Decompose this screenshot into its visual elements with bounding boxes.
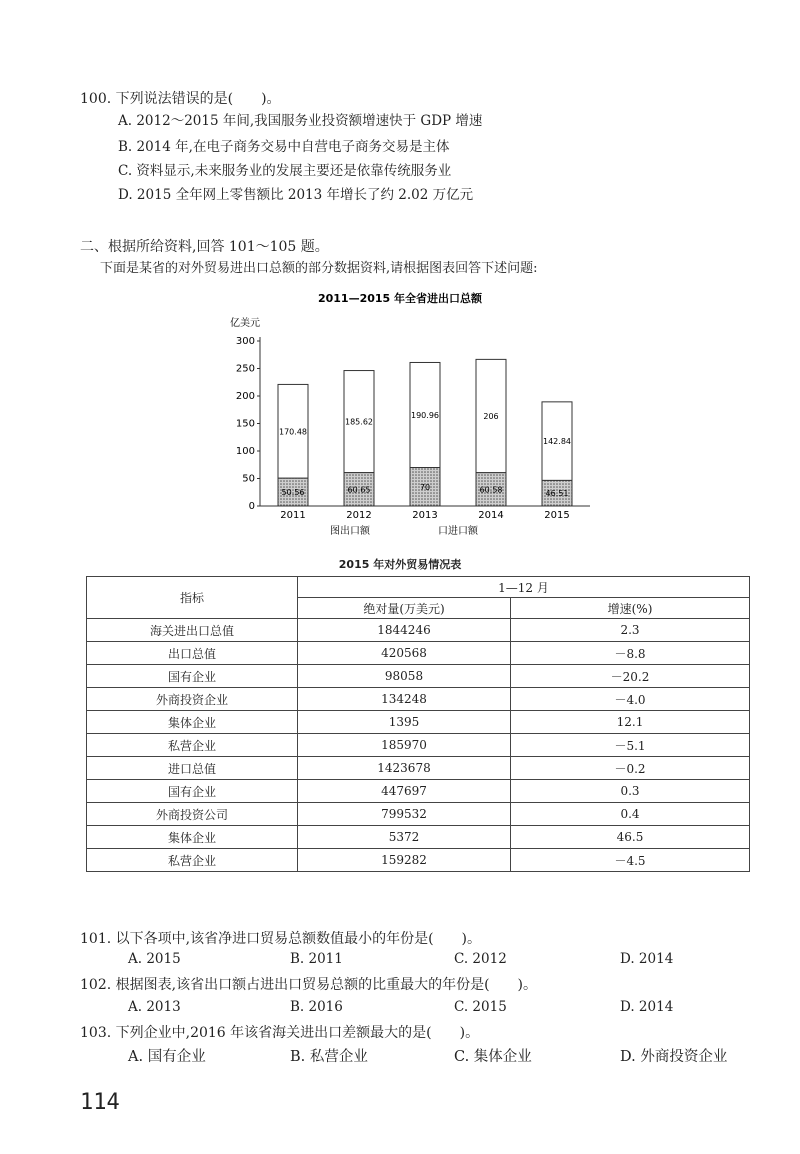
table-row xyxy=(87,826,750,849)
cell-growth: 0.3 xyxy=(511,780,750,803)
chart-title: 2011—2015 年全省进出口总额 xyxy=(317,292,483,305)
cell-growth: －5.1 xyxy=(511,734,750,757)
x-tick-label: 2014 xyxy=(478,510,504,521)
q100-option-d: D. 2015 全年网上零售额比 2013 年增长了约 2.02 万亿元 xyxy=(118,187,474,203)
y-tick-label: 50 xyxy=(242,473,255,485)
cell-growth: －4.5 xyxy=(511,849,750,872)
cell-abs: 1395 xyxy=(298,711,511,734)
y-tick-label: 0 xyxy=(248,501,255,512)
q101-option-b: B. 2011 xyxy=(290,951,343,967)
export-value-label: 46.51 xyxy=(545,489,569,499)
y-tick-label: 150 xyxy=(235,418,255,430)
cell-abs: 185970 xyxy=(298,734,511,757)
table-row xyxy=(87,849,750,872)
chart-legend xyxy=(330,524,479,537)
table-row xyxy=(87,619,750,642)
q102-stem: 102. 根据图表,该省出口额占进出口贸易总额的比重最大的年份是( )。 xyxy=(80,977,537,993)
q103-option-a: A. 国有企业 xyxy=(128,1049,206,1065)
import-value-label: 190.96 xyxy=(411,410,439,420)
cell-abs: 447697 xyxy=(298,780,511,803)
y-tick-label: 200 xyxy=(235,391,255,402)
cell-growth: －20.2 xyxy=(511,665,750,688)
trade-table xyxy=(86,576,750,872)
q103-option-b: B. 私营企业 xyxy=(290,1049,368,1065)
table-row xyxy=(87,711,750,734)
table-row xyxy=(87,688,750,711)
x-tick-label: 2011 xyxy=(280,510,306,521)
cell-name: 外商投资企业 xyxy=(87,688,298,711)
cell-name: 集体企业 xyxy=(87,711,298,734)
cell-name: 进口总值 xyxy=(87,757,298,780)
cell-growth: 12.1 xyxy=(511,711,750,734)
export-value-label: 70 xyxy=(419,482,431,492)
table-row xyxy=(87,780,750,803)
cell-name: 外商投资公司 xyxy=(87,803,298,826)
y-tick-label: 250 xyxy=(235,363,255,375)
q103-option-c: C. 集体企业 xyxy=(454,1049,532,1065)
y-tick-label: 100 xyxy=(235,446,255,457)
cell-name: 国有企业 xyxy=(87,780,298,803)
page-number: 114 xyxy=(80,1090,120,1115)
import-value-label: 185.62 xyxy=(345,417,373,427)
section-intro: 下面是某省的对外贸易进出口总额的部分数据资料,请根据图表回答下述问题: xyxy=(100,261,538,276)
cell-name: 出口总值 xyxy=(87,642,298,665)
header-period: 1—12 月 xyxy=(298,577,750,598)
table-row xyxy=(87,803,750,826)
chart-bars xyxy=(278,359,572,521)
cell-abs: 5372 xyxy=(298,826,511,849)
header-absolute: 绝对量(万美元) xyxy=(298,598,511,619)
legend-import: 口进口额 xyxy=(438,526,478,537)
q100-option-a: A. 2012～2015 年间,我国服务业投资额增速快于 GDP 增速 xyxy=(118,113,483,129)
cell-name: 海关进出口总值 xyxy=(87,619,298,642)
cell-growth: －0.2 xyxy=(511,757,750,780)
legend-export: 图出口额 xyxy=(330,526,370,537)
cell-growth: －4.0 xyxy=(511,688,750,711)
table-row xyxy=(87,665,750,688)
export-value-label: 60.65 xyxy=(347,485,371,495)
import-value-label: 142.84 xyxy=(543,437,571,447)
export-value-label: 50.56 xyxy=(281,488,305,498)
table-title: 2015 年对外贸易情况表 xyxy=(338,558,462,571)
x-tick-label: 2013 xyxy=(412,510,438,521)
import-value-label: 206 xyxy=(483,412,499,422)
table-row xyxy=(87,757,750,780)
cell-abs: 159282 xyxy=(298,849,511,872)
q100-option-c: C. 资料显示,未来服务业的发展主要还是依靠传统服务业 xyxy=(118,163,452,179)
q101-option-a: A. 2015 xyxy=(128,951,181,967)
y-tick-label: 300 xyxy=(235,336,255,347)
cell-growth: 2.3 xyxy=(511,619,750,642)
q101-option-c: C. 2012 xyxy=(454,951,507,967)
x-tick-label: 2015 xyxy=(544,510,570,521)
q101-stem: 101. 以下各项中,该省净进口贸易总额数值最小的年份是( )。 xyxy=(80,931,481,947)
y-axis-label: 亿美元 xyxy=(230,318,260,329)
q102-option-a: A. 2013 xyxy=(128,999,181,1015)
cell-name: 国有企业 xyxy=(87,665,298,688)
header-indicator: 指标 xyxy=(87,577,298,619)
section-heading: 二、根据所给资料,回答 101～105 题。 xyxy=(80,239,329,255)
cell-growth: －8.8 xyxy=(511,642,750,665)
q100-stem: 100. 下列说法错误的是( )。 xyxy=(80,91,281,107)
cell-abs: 134248 xyxy=(298,688,511,711)
cell-abs: 1423678 xyxy=(298,757,511,780)
x-tick-label: 2012 xyxy=(346,510,372,521)
cell-abs: 98058 xyxy=(298,665,511,688)
q103-stem: 103. 下列企业中,2016 年该省海关进出口差额最大的是( )。 xyxy=(80,1025,480,1041)
cell-abs: 799532 xyxy=(298,803,511,826)
q101-option-d: D. 2014 xyxy=(620,951,674,967)
q100-option-b: B. 2014 年,在电子商务交易中自营电子商务交易是主体 xyxy=(118,139,450,155)
q102-option-b: B. 2016 xyxy=(290,999,343,1015)
cell-abs: 420568 xyxy=(298,642,511,665)
table-row xyxy=(87,642,750,665)
cell-name: 集体企业 xyxy=(87,826,298,849)
trade-chart xyxy=(190,288,610,548)
header-growth: 增速(%) xyxy=(511,598,750,619)
cell-abs: 1844246 xyxy=(298,619,511,642)
cell-growth: 0.4 xyxy=(511,803,750,826)
export-value-label: 60.58 xyxy=(479,485,503,495)
q102-option-d: D. 2014 xyxy=(620,999,674,1015)
cell-growth: 46.5 xyxy=(511,826,750,849)
import-value-label: 170.48 xyxy=(279,427,307,437)
table-row xyxy=(87,734,750,757)
q103-option-d: D. 外商投资企业 xyxy=(620,1049,728,1065)
q102-option-c: C. 2015 xyxy=(454,999,507,1015)
cell-name: 私营企业 xyxy=(87,849,298,872)
cell-name: 私营企业 xyxy=(87,734,298,757)
